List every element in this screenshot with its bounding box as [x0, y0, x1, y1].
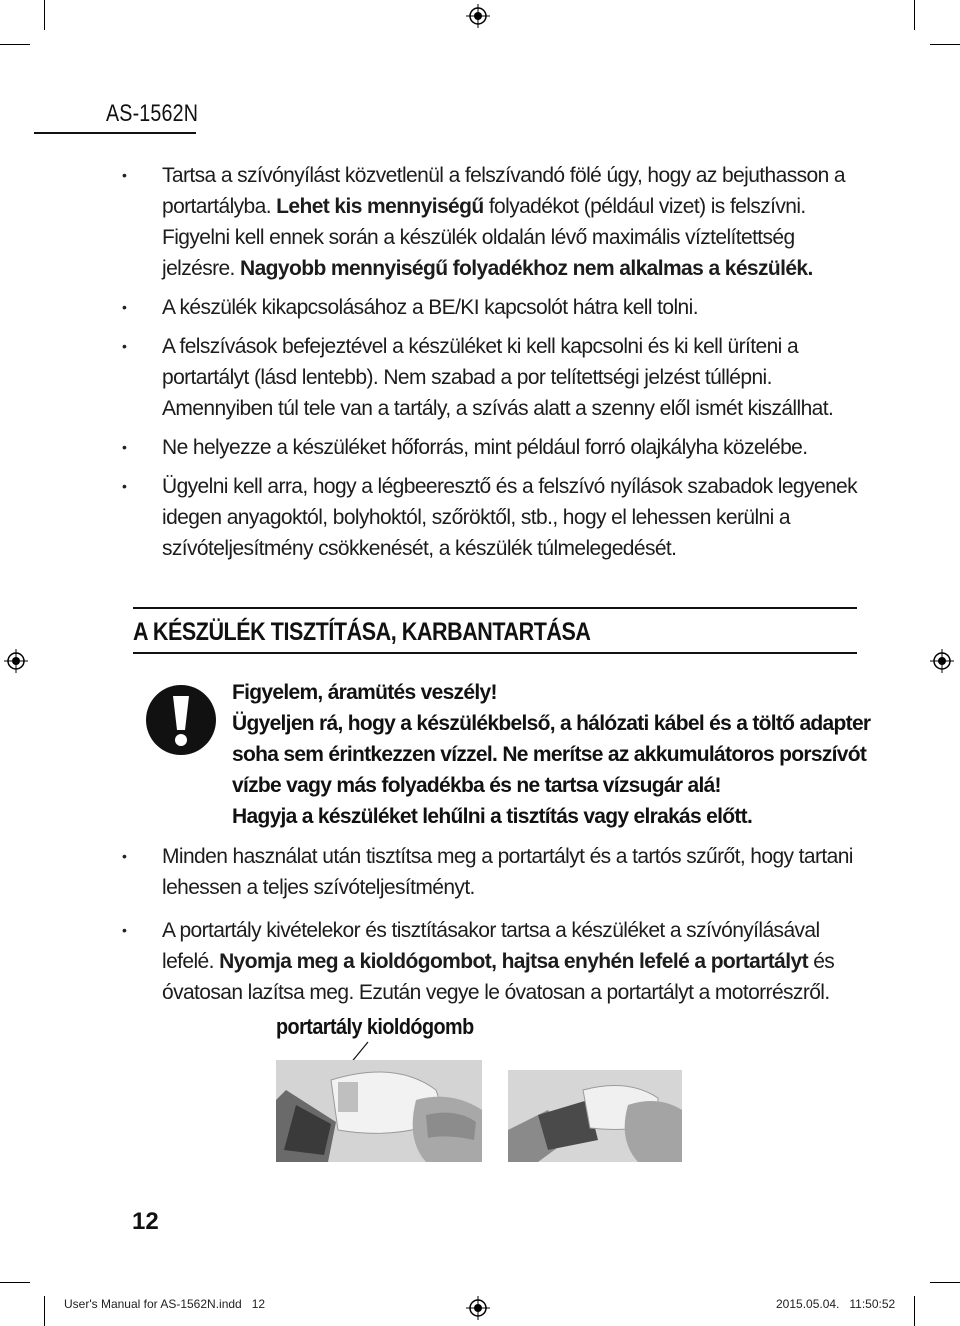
registration-mark-top-icon — [466, 4, 490, 28]
body-text: Tartsa a szívónyílást közvetlenül a felszívandó fölé úgy, hogy az bejuthasson a portartályba. — [162, 164, 845, 218]
emphasized-text: Nyomja meg a kioldógombot, hajtsa enyhén lefelé a portartályt — [219, 950, 808, 973]
usage-notes-list — [122, 160, 862, 564]
section-rule-bottom — [133, 652, 857, 654]
list-item — [122, 471, 862, 564]
body-text: Ne helyezze a készüléket hőforrás, mint például forró olajkályha közelébe. — [162, 436, 808, 459]
body-text: és óvatosan lazítsa meg. Ezután vegye le óvatosan a portartályt a motorrészről. — [162, 950, 835, 1004]
crop-mark — [0, 44, 30, 45]
crop-mark — [44, 1296, 45, 1326]
page-number: 12 — [132, 1208, 159, 1235]
list-item — [122, 841, 862, 903]
body-text: Ügyelni kell arra, hogy a légbeeresztő és a felszívó nyílások szabadok legyenek idegen anyagoktól, bolyhoktól, szőröktől, stb., hogy el lehessen kerülni a szívóteljesítmény csökkenését, a készülék túlmelegedését. — [162, 475, 858, 560]
registration-mark-left-icon — [4, 649, 28, 673]
section-rule-top — [133, 607, 857, 609]
crop-mark — [914, 0, 915, 30]
body-text: A portartály kivételekor és tisztításakor tartsa a készüléket a szívónyílásával lefelé. — [162, 919, 820, 973]
crop-mark — [914, 1296, 915, 1326]
photo-remove-dust-container — [508, 1070, 682, 1162]
release-button-label: portartály kioldógomb — [276, 1014, 474, 1039]
crop-mark — [930, 44, 960, 45]
crop-mark — [0, 1282, 30, 1283]
photo-release-dust-container — [276, 1060, 482, 1162]
registration-mark-right-icon — [930, 649, 954, 673]
list-item — [122, 292, 862, 323]
warning-line: soha sem érintkezzen vízzel. Ne merítse az akkumulátoros porszívót — [232, 743, 867, 766]
warning-line: Hagyja a készüléket lehűlni a tisztítás vagy elrakás előtt. — [232, 805, 753, 828]
crop-mark — [930, 1282, 960, 1283]
list-item — [122, 915, 862, 1008]
section-heading: A KÉSZÜLÉK TISZTÍTÁSA, KARBANTARTÁSA — [133, 618, 591, 646]
list-item — [122, 432, 862, 463]
warning-line: Ügyeljen rá, hogy a készülékbelső, a hálózati kábel és a töltő adapter — [232, 712, 871, 735]
body-text: A felszívások befejeztével a készüléket ki kell kapcsolni és ki kell üríteni a portartályt (lásd lentebb). Nem szabad a por telítettségi jelzést túllépni. Amennyiben túl tele van a tartály, a szívás alatt a szenny elől ismét kiszállhat. — [162, 335, 834, 420]
registration-mark-bottom-icon — [466, 1296, 490, 1320]
footer-timestamp: 2015.05.04. 11:50:52 — [776, 1297, 896, 1311]
title-underline — [34, 132, 196, 134]
emphasized-text: Lehet kis mennyiségű — [276, 195, 484, 218]
body-text: folyadékot (például vizet) is felszívni. Figyelni kell ennek során a készülék oldalán lévő maximális víztelítettség jelzésre. — [162, 195, 806, 280]
cleaning-steps-list — [122, 841, 862, 1008]
emphasized-text: Nagyobb mennyiségű folyadékhoz nem alkalmas a készülék. — [240, 257, 813, 280]
list-item — [122, 160, 862, 284]
body-text: A készülék kikapcsolásához a BE/KI kapcsolót hátra kell tolni. — [162, 296, 698, 319]
body-text: Minden használat után tisztítsa meg a portartályt és a tartós szűrőt, hogy tartani lehessen a teljes szívóteljesítményt. — [162, 845, 853, 899]
warning-line: Figyelem, áramütés veszély! — [232, 681, 497, 704]
warning-line: vízbe vagy más folyadékba és ne tartsa vízsugár alá! — [232, 774, 721, 797]
exclamation-warning-icon — [145, 684, 217, 756]
footer-file-info: User's Manual for AS-1562N.indd 12 — [64, 1297, 266, 1311]
document-title: AS-1562N — [106, 100, 199, 127]
crop-mark — [44, 0, 45, 30]
list-item — [122, 331, 862, 424]
electric-shock-warning — [232, 677, 872, 832]
